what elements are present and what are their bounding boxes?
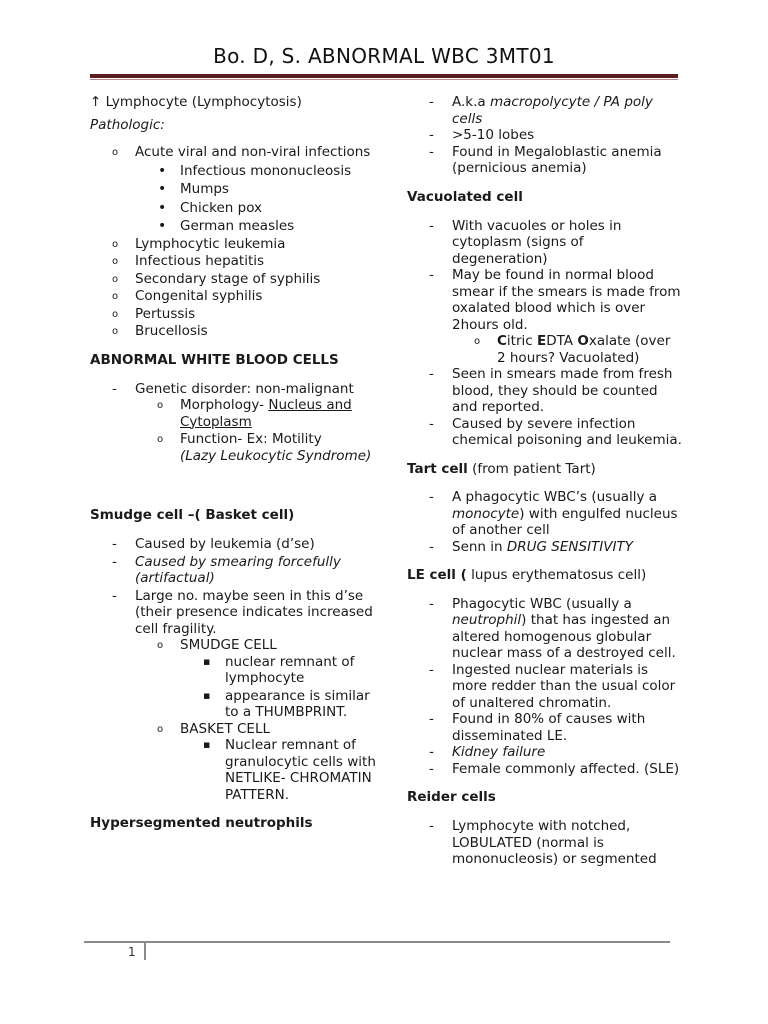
list-item: ▪ nuclear remnant of lymphocyte [90,654,380,687]
list-item: • Chicken pox [90,200,380,217]
page-title: Bo. D, S. ABNORMAL WBC 3MT01 [213,44,555,68]
list-item: - Ingested nuclear materials is more redder than the usual color of unaltered chromatin. [407,662,682,712]
viral-infections-list [90,163,380,235]
basket-cell-details [90,737,380,803]
vacuolated-list [407,218,682,334]
reider-heading: Reider cells [407,789,496,805]
hypersegmented-list [407,94,682,177]
abnormal-wbc-heading: ABNORMAL WHITE BLOOD CELLS [90,351,339,368]
list-item: o Pertussis [90,306,380,323]
page-number: 1 [128,945,136,959]
list-item: - Found in Megaloblastic anemia (pernicious anemia) [407,144,682,177]
smudge-cell-heading: Smudge cell –( Basket cell) [90,507,295,523]
other-causes-list [90,236,380,340]
list-item: - Caused by severe infection chemical poisoning and leukemia. [407,416,682,449]
pathologic-label: Pathologic: [90,116,165,133]
list-item: - Seen in smears made from fresh blood, they should be counted and reported. [407,366,682,416]
list-item: - Genetic disorder: non-malignant [90,381,380,398]
vacuolated-list-cont [407,366,682,449]
list-item: - >5-10 lobes [407,127,682,144]
vacuolated-heading: Vacuolated cell [407,188,523,205]
list-item: o Lymphocytic leukemia [90,236,380,253]
list-item: o Congenital syphilis [90,288,380,305]
list-item: - Caused by leukemia (d’se) [90,536,380,553]
list-item: - A.k.a macropolycyte / PA poly cells [407,94,682,127]
right-column [407,94,682,868]
list-item: - Kidney failure [407,744,682,761]
list-item: - Caused by smearing forcefully (artifactual) [90,554,380,587]
ceo-sublist [407,333,682,366]
list-item: - May be found in normal blood smear if the smears is made from oxalated blood which is over 2hours old. [407,267,682,333]
list-item: o Brucellosis [90,323,380,340]
tart-list [407,489,682,555]
genetic-list [90,381,380,398]
list-item: - Lymphocyte with notched, LOBULATED (normal is mononucleosis) or segmented [407,818,682,868]
lymphocytosis-title: ↑ Lymphocyte (Lymphocytosis) [90,94,302,110]
list-item: o Morphology- Nucleus and Cytoplasm [90,397,380,430]
list-item: - Phagocytic WBC (usually a neutrophil) that has ingested an altered homogenous globular nuclear mass of a destroyed cell. [407,596,682,662]
reider-list [407,818,682,868]
list-item: - Senn in DRUG SENSITIVITY [407,539,682,556]
list-item: - Female commonly affected. (SLE) [407,761,682,778]
header-rule [90,74,678,78]
list-item: - With vacuoles or holes in cytoplasm (signs of degeneration) [407,218,682,268]
list-item: ▪ Nuclear remnant of granulocytic cells with NETLIKE- CHROMATIN PATTERN. [90,737,380,803]
genetic-sublist [90,397,380,464]
list-item: o Acute viral and non-viral infections [90,144,380,161]
list-item: o Function- Ex: Motility (Lazy Leukocytic Syndrome) [90,431,380,464]
smudge-sublist [90,637,380,654]
footer-divider [144,942,146,960]
list-item: o Secondary stage of syphilis [90,271,380,288]
hypersegmented-heading: Hypersegmented neutrophils [90,815,313,831]
list-item: o SMUDGE CELL [90,637,380,654]
left-column [90,94,380,832]
basket-sublist [90,721,380,738]
list-item: - Large no. maybe seen in this d’se (their presence indicates increased cell fragility. [90,588,380,638]
le-cell-heading: LE cell ( lupus erythematosus cell) [407,567,647,583]
footer-rule [84,941,670,943]
list-item: o Citric EDTA Oxalate (over 2 hours? Vacuolated) [407,333,682,366]
le-list [407,596,682,778]
tart-cell-heading: Tart cell (from patient Tart) [407,460,596,477]
list-item: • Infectious mononucleosis [90,163,380,180]
pathologic-list [90,144,380,161]
list-item: o Infectious hepatitis [90,253,380,270]
list-item: ▪ appearance is similar to a THUMBPRINT. [90,688,380,721]
header-rule-thin [90,79,678,80]
smudge-list [90,536,380,637]
list-item: - Found in 80% of causes with disseminated LE. [407,711,682,744]
smudge-cell-details [90,654,380,721]
list-item: o BASKET CELL [90,721,380,738]
list-item: - A phagocytic WBC’s (usually a monocyte) with engulfed nucleus of another cell [407,489,682,539]
list-item: • German measles [90,218,380,235]
list-item: • Mumps [90,181,380,198]
